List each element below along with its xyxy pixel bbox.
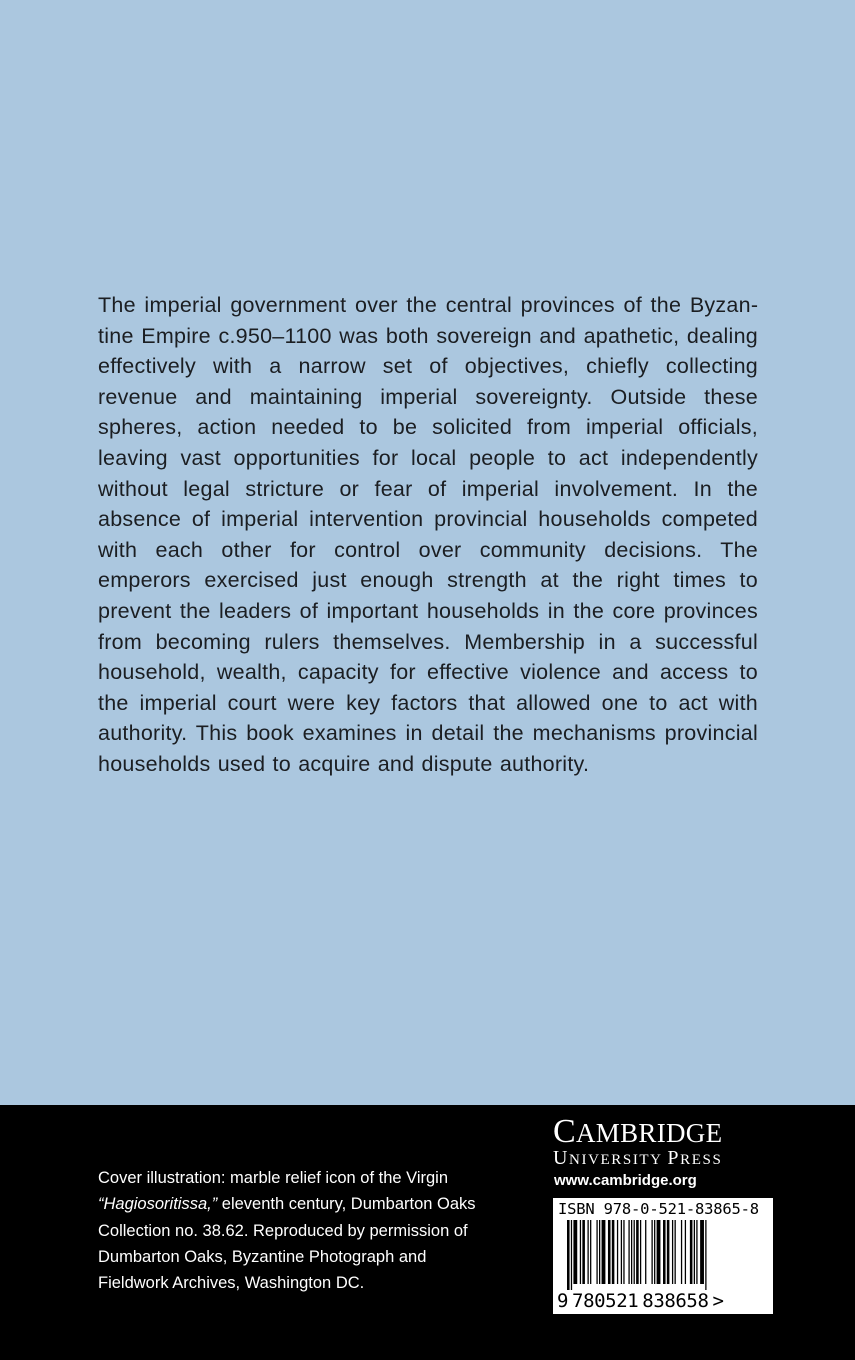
barcode-bar	[573, 1220, 577, 1284]
barcode-bar	[675, 1220, 676, 1284]
isbn-label: ISBN 978-0-521-83865-8	[558, 1200, 759, 1218]
barcode-bar	[636, 1220, 639, 1284]
barcode-bar	[640, 1220, 641, 1284]
barcode-bar	[654, 1220, 655, 1284]
barcode-bars	[553, 1220, 773, 1290]
barcode-bar	[612, 1220, 615, 1284]
barcode-bar	[590, 1220, 591, 1284]
barcode-bar	[628, 1220, 629, 1284]
barcode-bar	[651, 1220, 652, 1284]
barcode-bar	[685, 1220, 686, 1284]
barcode-bar	[705, 1220, 706, 1290]
barcode-bar	[621, 1220, 622, 1284]
subtitle-rest-1: NIVERSITY	[569, 1152, 668, 1168]
publisher-website[interactable]: www.cambridge.org	[554, 1172, 697, 1189]
barcode-bar	[681, 1220, 682, 1284]
logo-rest: AMBRIDGE	[575, 1118, 723, 1148]
barcode-right-digits: 838658	[642, 1290, 709, 1312]
barcode-bar	[667, 1220, 670, 1284]
barcode-bar	[663, 1220, 666, 1284]
barcode-bar	[696, 1220, 697, 1284]
isbn-barcode	[553, 1198, 773, 1314]
credit-italic-title: “Hagiosoritissa,”	[98, 1195, 218, 1214]
credit-rest: eleventh century, Dumbarton Oaks Collection no. 38.62. Reproduced by permission of Dumbarton Oaks, Byzantine Photograph and Fieldwork Archives, Washington DC.	[98, 1195, 476, 1293]
barcode-bar	[631, 1220, 632, 1284]
blurb	[98, 290, 758, 780]
barcode-bar	[634, 1220, 635, 1284]
barcode-bar	[645, 1220, 646, 1284]
barcode-bar	[567, 1220, 570, 1290]
barcode-bar	[690, 1220, 693, 1284]
barcode-digits	[557, 1290, 771, 1312]
footer-band	[0, 1105, 855, 1360]
subtitle-rest-2: RESS	[680, 1152, 723, 1168]
barcode-bar	[582, 1220, 585, 1284]
cover-credit	[98, 1165, 488, 1296]
barcode-bar	[587, 1220, 588, 1284]
barcode-bar	[580, 1220, 581, 1284]
barcode-bar	[571, 1220, 572, 1290]
barcode-bar	[608, 1220, 611, 1284]
barcode-left-digits: 780521	[572, 1290, 639, 1312]
barcode-bar	[602, 1220, 606, 1284]
logo-initial: C	[553, 1113, 576, 1150]
barcode-first-digit: 9	[557, 1290, 569, 1312]
barcode-bar	[694, 1220, 695, 1284]
subtitle-initial-2: P	[667, 1147, 681, 1169]
barcode-bar	[596, 1220, 597, 1284]
publisher-subtitle	[553, 1146, 722, 1172]
barcode-bar	[657, 1220, 661, 1284]
barcode-bar	[599, 1220, 600, 1284]
barcode-bar	[672, 1220, 673, 1284]
subtitle-initial-1: U	[553, 1147, 570, 1169]
credit-lead: Cover illustration: marble relief icon of the Virgin	[98, 1169, 449, 1187]
barcode-bar	[700, 1220, 704, 1284]
barcode-bar	[617, 1220, 618, 1284]
blurb-paragraph: The imperial government over the central provinces of the Byzantine Empire c.950–1100 was both sovereign and apathetic, dealing effectively with a narrow set of objectives, chiefly collecting revenue and maintaining imperial sovereignty. Outside these spheres, action needed to be solicited from imperial officials, leaving vast opportunities for local people to act independently without legal stricture or fear of imperial involvement. In the absence of imperial intervention provincial households competed with each other for control over community decisions. The emperors exercised just enough strength at the right times to prevent the leaders of important households in the core provinces from becoming rulers themselves. Membership in a successful household, wealth, capacity for effective violence and access to the imperial court were key factors that allowed one to act with authority. This book examines in detail the mechanisms provincial households used to acquire and dispute authority.	[98, 293, 758, 776]
barcode-quiet-mark: >	[712, 1290, 724, 1312]
barcode-bar	[623, 1220, 624, 1284]
